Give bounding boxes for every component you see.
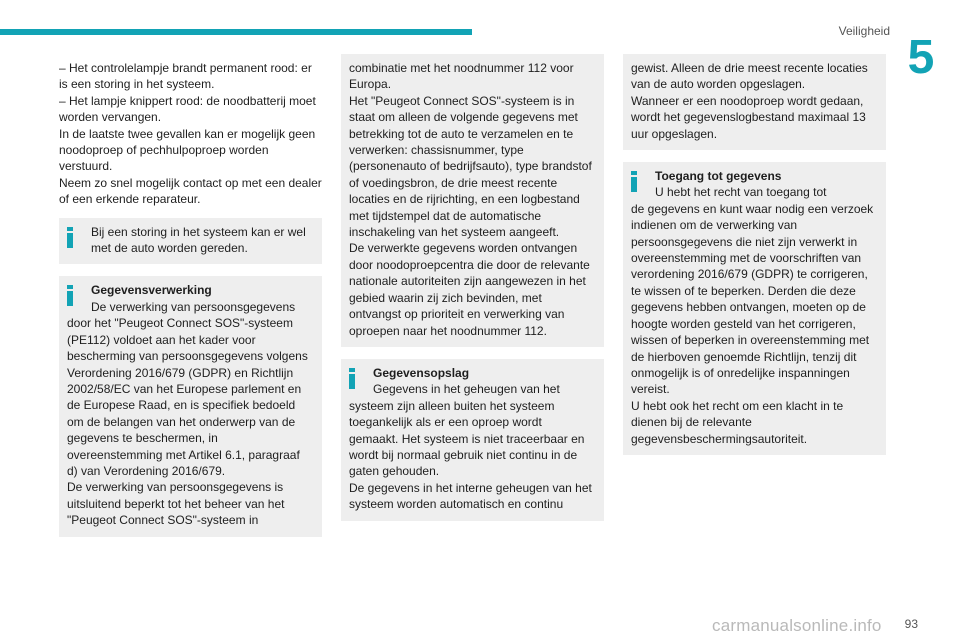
info-icon [67, 227, 73, 248]
data-storage-title: Gegevensopslag [373, 365, 470, 380]
continued-text-2: Het "Peugeot Connect SOS"-systeem is in staat om alleen de volgende gegevens met betrekking tot de auto te verzamelen en te verwerken: chassisnummer, type (personenauto of bedrijfsauto), type brandstof of voedingsbron, de drie meest recente locaties en de rijrichting, en een logbestand met tijdstempel dat de automatische inschakeling van het systeem aangeeft. [349, 93, 592, 240]
data-processing-body: door het "Peugeot Connect SOS"-systeem (PE112) voldoet aan het kader voor bescherming van persoonsgegevens volgens Verordening 2016/679 (GDPR) en Richtlijn 2002/58/EC van het Europese parlement en de Europese Raad, en is specifiek bedoeld om de belangen van het onderwerp van de gegevens te beschermen, in overeenstemming met Artikel 6.1, paragraaf d) van Verordening 2016/679. [67, 316, 308, 478]
continued-text-1: combinatie met het noodnummer 112 voor Europa. [349, 61, 574, 92]
data-processing-box [59, 276, 322, 536]
data-storage-box [341, 359, 604, 521]
header-accent-bar [0, 29, 472, 35]
data-access-body-2: U hebt ook het recht om een klacht in te dienen bij de relevante gegevensbeschermingsautoriteit. [631, 398, 844, 446]
info-icon [67, 285, 73, 306]
data-access-title: Toegang tot gegevens [655, 169, 782, 184]
data-storage-body-2: De gegevens in het interne geheugen van het systeem worden automatisch en continu [349, 480, 592, 512]
section-title: Veiligheid [838, 24, 890, 38]
note-box-malfunction [59, 218, 322, 265]
storage-continued-2: Wanneer er een noodoproep wordt gedaan, wordt het gegevenslogbestand maximaal 13 uur opgeslagen. [631, 93, 866, 141]
data-processing-title: Gegevensverwerking [91, 283, 212, 298]
data-storage-lead: Gegevens in het geheugen van het [373, 382, 560, 397]
column-3 [623, 54, 886, 455]
continued-text-3: De verwerkte gegevens worden ontvangen door noodoproepcentra die door de relevante nationale autoriteiten zijn aangewezen in het gebied waarin zij zich bevinden, met ontvangst op prioriteit en verwerking van oproepen naar het noodnummer 112. [349, 241, 590, 338]
intro-line-1: – Het controlelampje brandt permanent rood: er is een storing in het systeem. [59, 61, 312, 92]
info-icon [349, 368, 355, 389]
data-access-lead: U hebt het recht van toegang tot [655, 185, 827, 200]
data-access-body: de gegevens en kunt waar nodig een verzoek indienen om de verwerking van persoonsgegevens die niet zijn verwerkt in overeenstemming met de voorschriften van verordening 2016/679 (GDPR) te corrigeren, te wissen of te beperken. Derden die deze gegevens hebben ontvangen, moeten op de hoogte worden gesteld van het corrigeren, wissen of beperken in overeenstemming met de hierboven genoemde Richtlijn, tenzij dit onmogelijk is of onredelijke inspanningen vereist. [631, 201, 874, 397]
column-1 [59, 60, 322, 537]
data-processing-body-2: De verwerking van persoonsgegevens is uitsluitend beperkt tot het beheer van het "Peugeot Connect SOS"-systeem in [67, 480, 285, 528]
data-storage-body: systeem zijn alleen buiten het systeem toegankelijk als er een oproep wordt gemaakt. Het systeem is niet traceerbaar en wordt bij normaal gebruik niet continu in de gaten gehouden. [349, 398, 585, 479]
info-icon [631, 171, 637, 192]
watermark: carmanualsonline.info [712, 616, 882, 635]
intro-line-4: Neem zo snel mogelijk contact op met een dealer of een erkende reparateur. [59, 175, 322, 207]
data-processing-continued-box [341, 54, 604, 347]
data-processing-lead: De verwerking van persoonsgegevens [91, 299, 296, 314]
data-access-box [623, 162, 886, 455]
intro-line-2: – Het lampje knippert rood: de noodbatterij moet worden vervangen. [59, 93, 316, 125]
page-number: 93 [904, 617, 918, 631]
storage-continued-1: gewist. Alleen de drie meest recente locaties van de auto worden opgeslagen. [631, 61, 868, 92]
column-2 [341, 54, 604, 521]
intro-line-3: In de laatste twee gevallen kan er mogelijk geen noodoproep of pechhulpoproep worden verstuurd. [59, 126, 316, 174]
note-text: Bij een storing in het systeem kan er wel met de auto worden gereden. [91, 224, 306, 256]
data-storage-continued-box [623, 54, 886, 150]
chapter-number: 5 [907, 31, 935, 84]
